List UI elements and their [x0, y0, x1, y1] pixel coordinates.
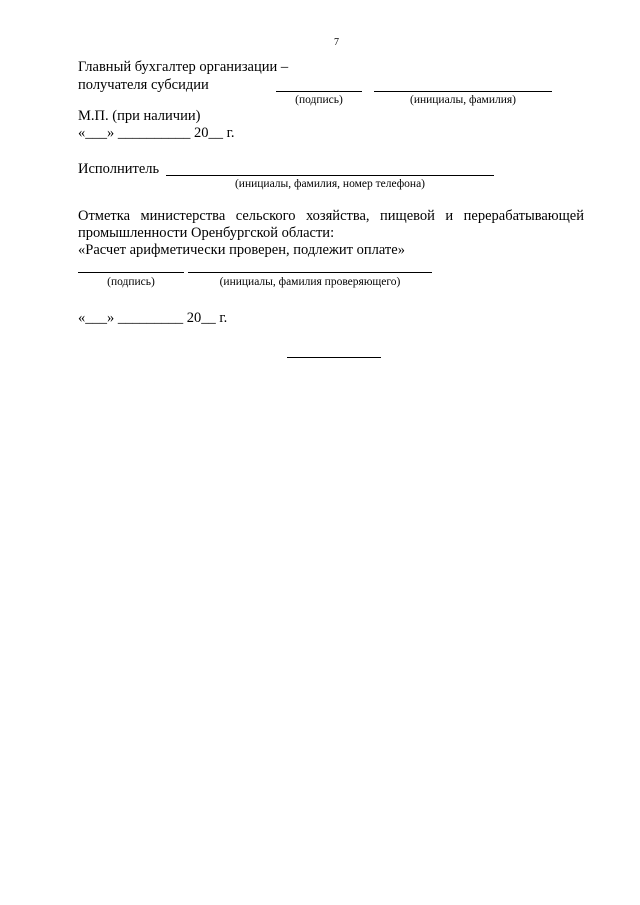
stamp-label: М.П. (при наличии)	[78, 108, 201, 124]
executor-caption: (инициалы, фамилия, номер телефона)	[234, 178, 426, 190]
ministry-date-line: «___» _________ 20__ г.	[78, 310, 228, 326]
stamp-date-line: «___» __________ 20__ г.	[78, 125, 235, 141]
executor-label: Исполнитель	[78, 161, 160, 177]
executor-line	[166, 175, 494, 176]
ministry-mark-line2: промышленности Оренбургской области:	[78, 225, 335, 241]
ministry-signature-caption: (подпись)	[107, 276, 155, 288]
ministry-signature-line	[78, 272, 184, 273]
accountant-signature-caption: (подпись)	[295, 94, 343, 106]
ministry-name-line	[188, 272, 432, 273]
ministry-name-caption: (инициалы, фамилия проверяющего)	[219, 276, 401, 288]
end-rule	[287, 357, 381, 358]
accountant-signature-line	[276, 91, 362, 92]
page-number: 7	[334, 37, 339, 48]
accountant-title-line2: получателя субсидии	[78, 77, 209, 93]
accountant-title-line1: Главный бухгалтер организации –	[78, 59, 289, 75]
accountant-name-caption: (инициалы, фамилия)	[409, 94, 517, 106]
ministry-mark-line1: Отметка министерства сельского хозяйства, пищевой и перерабатывающей	[78, 208, 584, 224]
accountant-name-line	[374, 91, 552, 92]
ministry-mark-line3: «Расчет арифметически проверен, подлежит оплате»	[78, 242, 405, 258]
